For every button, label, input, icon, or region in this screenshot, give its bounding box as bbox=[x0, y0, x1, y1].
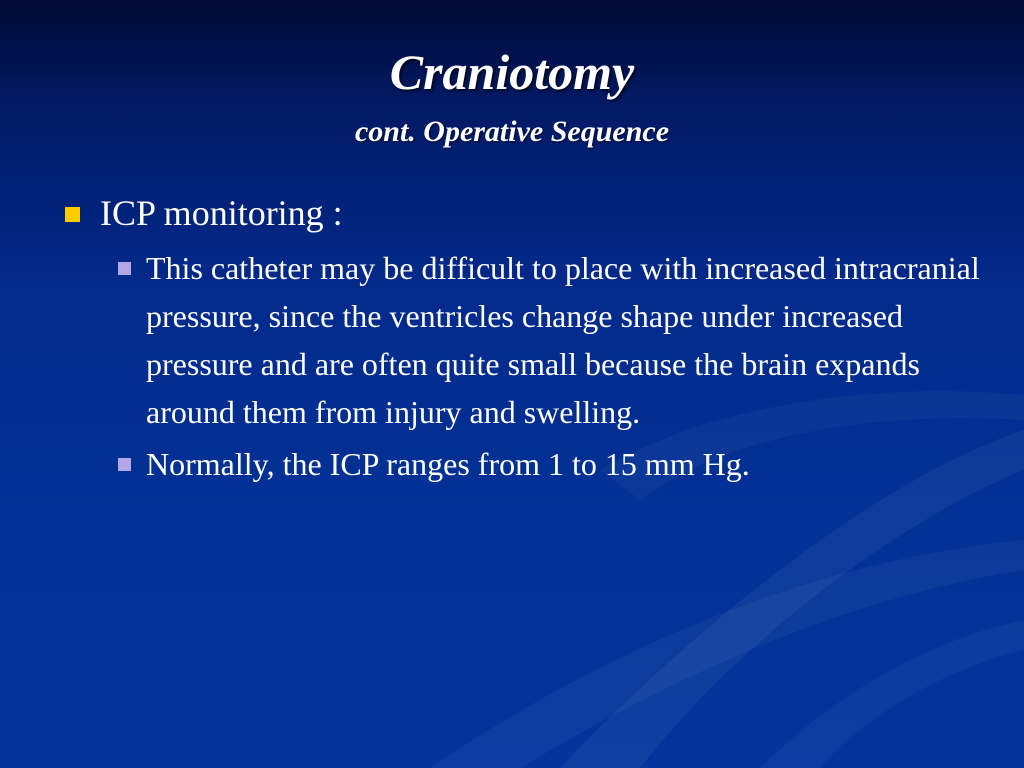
bullet-text: ICP monitoring : bbox=[100, 193, 343, 233]
bullet-level1 bbox=[62, 190, 982, 236]
square-bullet-icon bbox=[65, 207, 80, 222]
square-bullet-icon bbox=[118, 458, 131, 471]
square-bullet-icon bbox=[118, 262, 131, 275]
sub-bullet-text: This catheter may be difficult to place with increased intracranial pressure, since the ventricles change shape under increased pressure and are often quite small because the brain expands around them from injury and swelling. bbox=[146, 250, 980, 430]
bullet-level2 bbox=[116, 244, 982, 436]
slide-title: Craniotomy bbox=[389, 44, 635, 100]
sub-bullet-text: Normally, the ICP ranges from 1 to 15 mm Hg. bbox=[146, 446, 750, 482]
slide-body bbox=[62, 190, 982, 492]
slide-subtitle: cont. Operative Sequence bbox=[354, 115, 670, 148]
bullet-level2 bbox=[116, 440, 982, 488]
